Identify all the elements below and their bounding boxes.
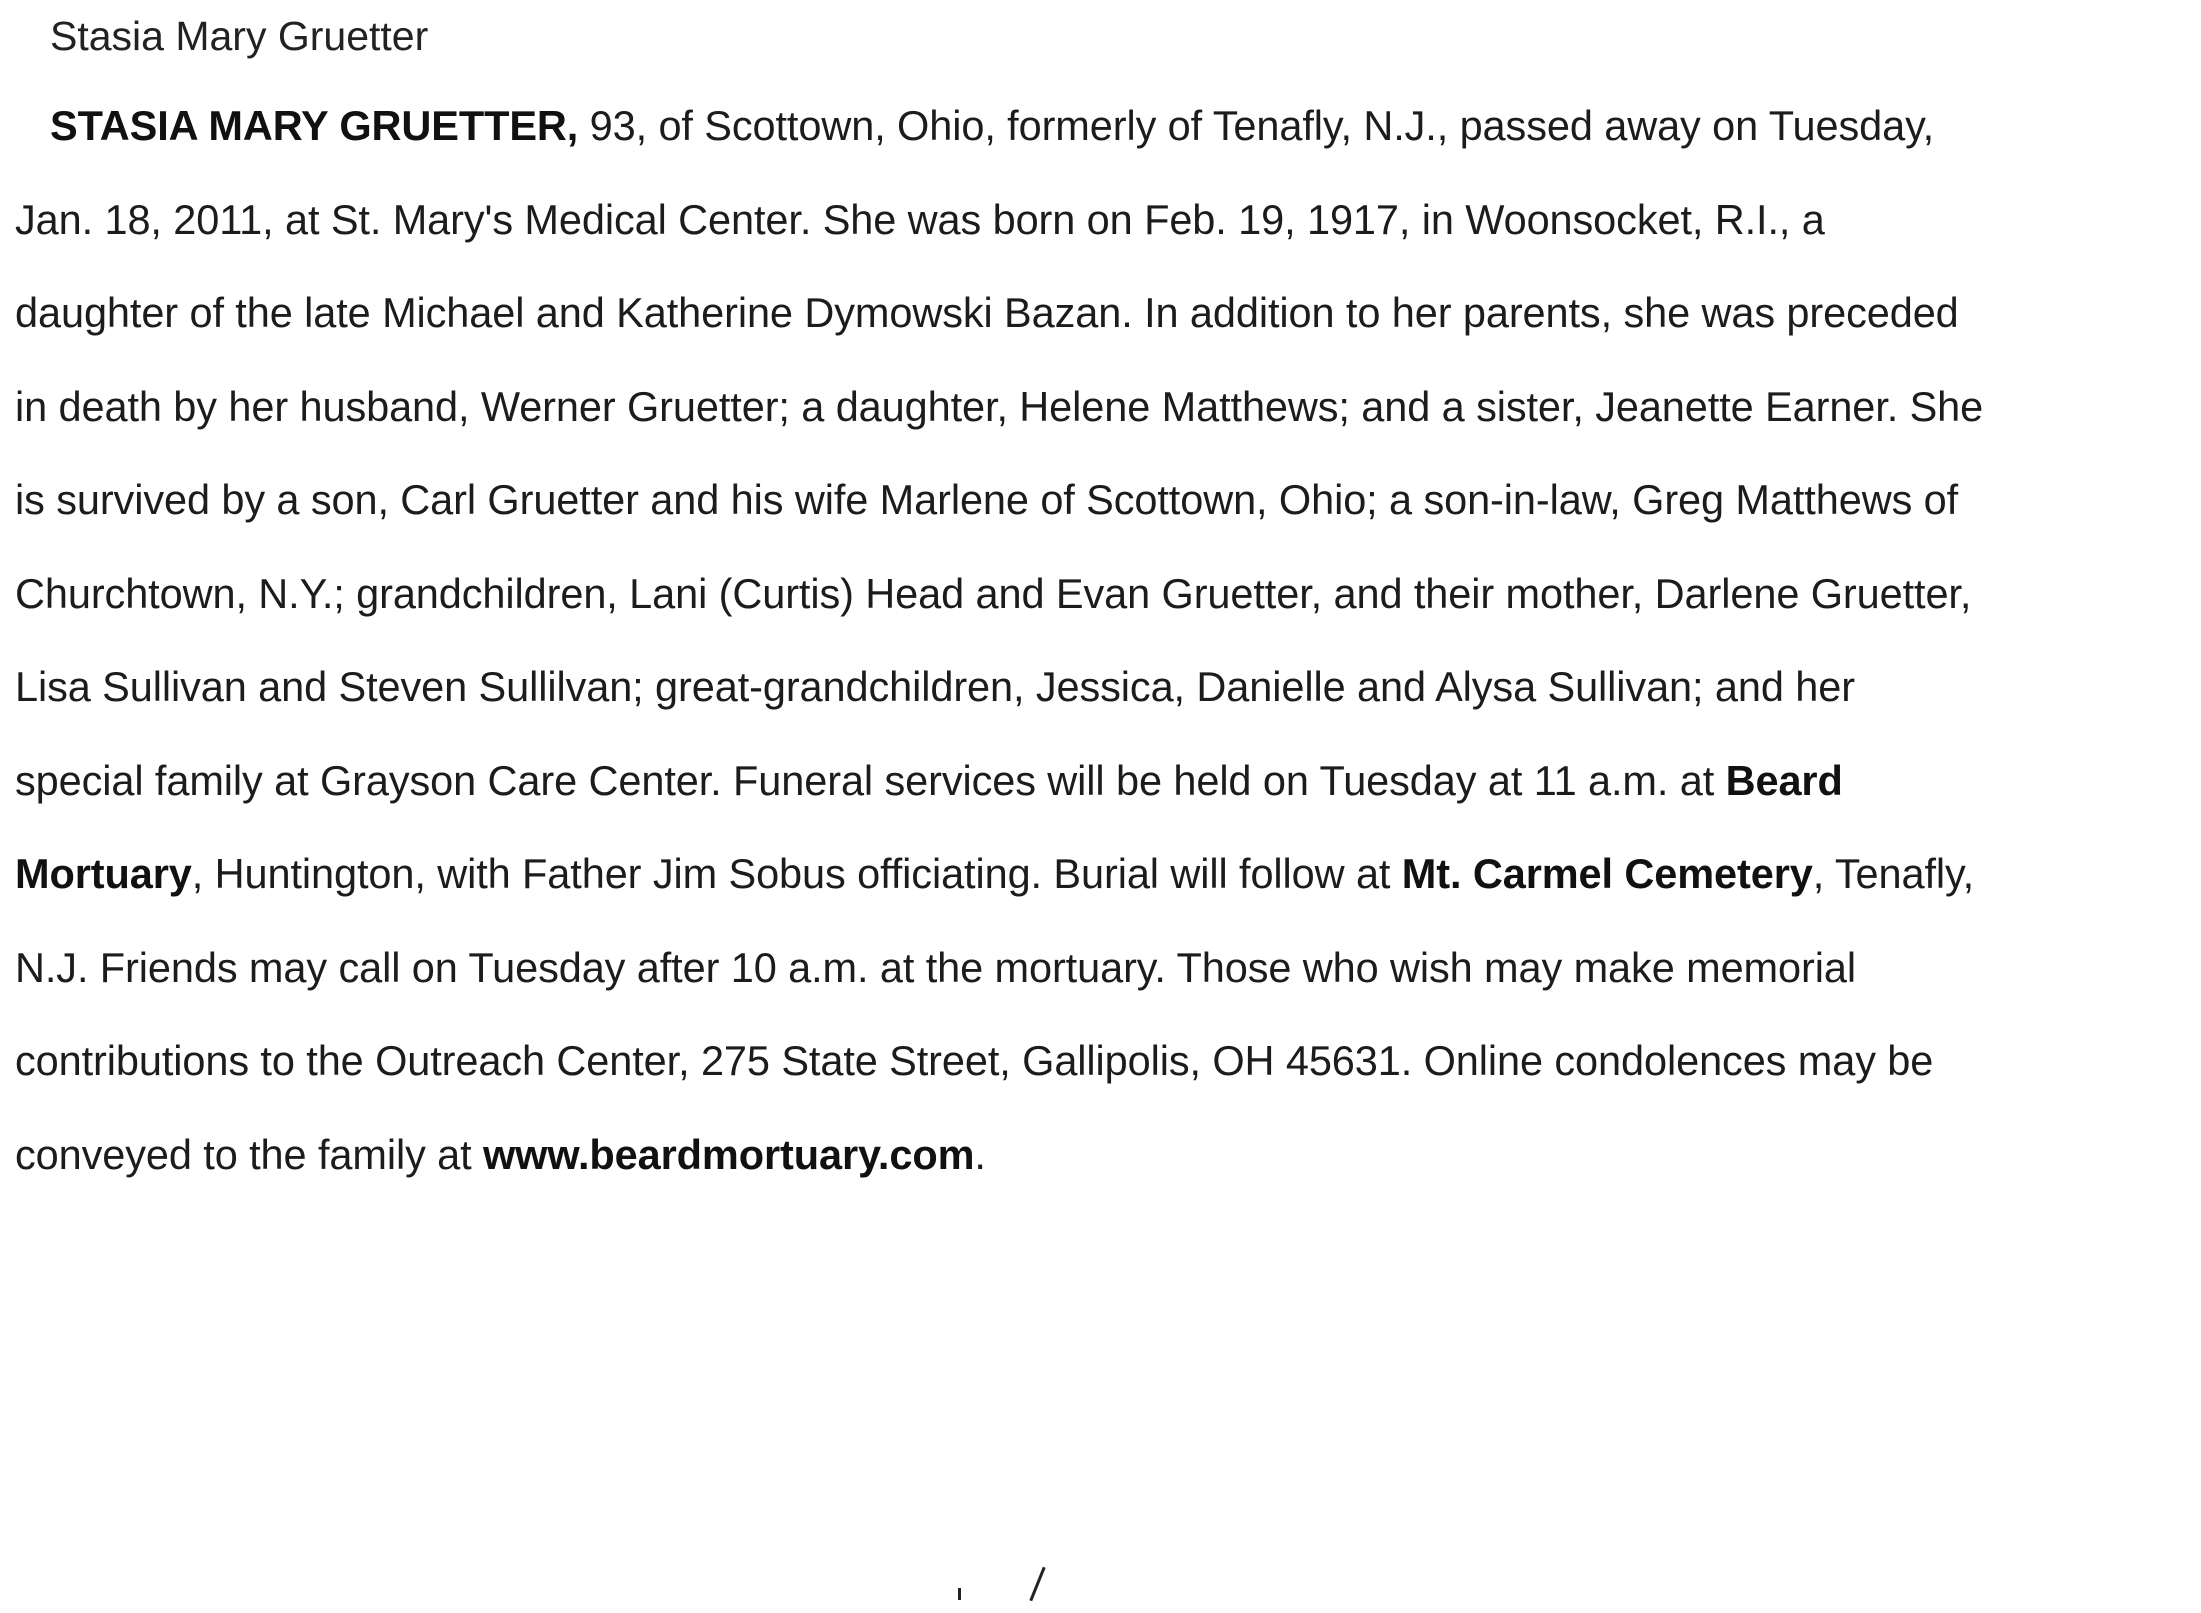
obituary-line-6 (15, 564, 1971, 624)
obituary-line-11 (15, 1031, 1933, 1091)
cemetery-name-bold: Mt. Carmel Cemetery (1401, 850, 1813, 897)
line-text: contributions to the Outreach Center, 275 State Street, Gallipolis, OH 45631. Online condolences may be (15, 1037, 1934, 1084)
line-text: . (974, 1131, 986, 1178)
line-text: , Huntington, with Father Jim Sobus officiating. Burial will follow at (191, 850, 1402, 897)
website-url: www.beardmortuary.com (482, 1131, 975, 1178)
mortuary-name-bold: Mortuary (15, 850, 192, 897)
scan-mark-slash (1029, 1567, 1045, 1602)
obituary-line-4 (15, 377, 1983, 437)
line-text: Churchtown, N.Y.; grandchildren, Lani (Curtis) Head and Evan Gruetter, and their mother, Darlene Gruetter, (15, 570, 1972, 617)
line-text: N.J. Friends may call on Tuesday after 10 a.m. at the mortuary. Those who wish may make memorial (15, 944, 1856, 991)
obituary-line-10 (15, 938, 1856, 998)
document-title: Stasia Mary Gruetter (50, 13, 429, 59)
line-text: 93, of Scottown, Ohio, formerly of Tenafly, N.J., passed away on Tuesday, (578, 102, 1935, 149)
obituary-line-9 (15, 844, 1974, 904)
deceased-name: STASIA MARY GRUETTER, (50, 102, 579, 149)
obituary-line-2 (15, 190, 1825, 250)
obituary-line-1 (50, 96, 1934, 156)
obituary-line-5 (15, 470, 1958, 530)
obituary-line-3 (15, 283, 1959, 343)
line-text: Jan. 18, 2011, at St. Mary's Medical Center. She was born on Feb. 19, 1917, in Woonsocket, R.I., a (15, 196, 1825, 243)
obituary-line-7 (15, 657, 1855, 717)
scan-mark-tick (958, 1588, 961, 1600)
line-text: in death by her husband, Werner Gruetter; a daughter, Helene Matthews; and a sister, Jeanette Earner. She (15, 383, 1984, 430)
mortuary-name-bold: Beard (1725, 757, 1843, 804)
obituary-line-12 (15, 1125, 986, 1185)
line-text: daughter of the late Michael and Katherine Dymowski Bazan. In addition to her parents, she was preceded (15, 289, 1959, 336)
line-text: conveyed to the family at (15, 1131, 483, 1178)
line-text: special family at Grayson Care Center. Funeral services will be held on Tuesday at 11 a.m. at (15, 757, 1726, 804)
line-text: Lisa Sullivan and Steven Sullilvan; great-grandchildren, Jessica, Danielle and Alysa Sullivan; and her (15, 663, 1855, 710)
line-text: is survived by a son, Carl Gruetter and his wife Marlene of Scottown, Ohio; a son-in-law, Greg Matthews of (15, 476, 1959, 523)
obituary-line-8 (15, 751, 1843, 811)
line-text: , Tenafly, (1812, 850, 1975, 897)
